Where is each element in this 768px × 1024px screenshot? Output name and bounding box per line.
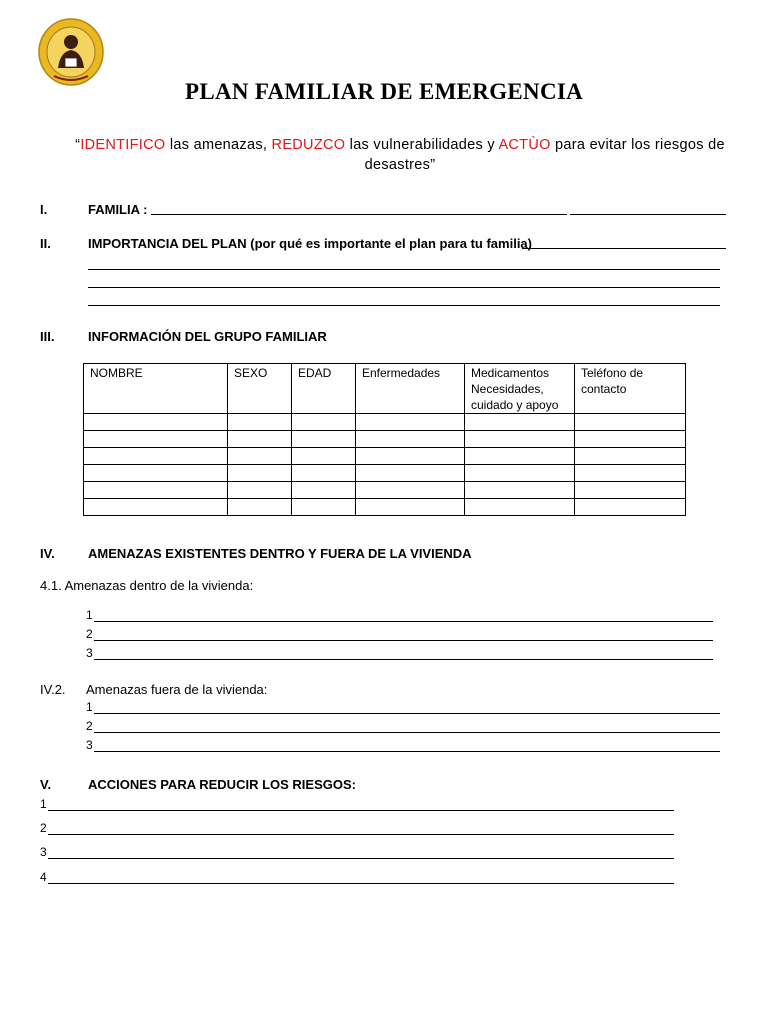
table-cell[interactable] <box>292 465 356 482</box>
slogan-word-reduzco: REDUZCO <box>271 137 346 153</box>
table-cell[interactable] <box>575 414 686 431</box>
slogan-text-1: las amenazas, <box>165 137 272 153</box>
open-quote: “ <box>75 137 81 153</box>
col-header-nombre: NOMBRE <box>84 364 228 414</box>
table-cell[interactable] <box>356 482 465 499</box>
outside-threat-line-2[interactable] <box>94 732 720 733</box>
school-seal-icon <box>38 18 104 86</box>
section-5-label: ACCIONES PARA REDUCIR LOS RIESGOS: <box>88 777 356 792</box>
col-header-sexo: SEXO <box>228 364 292 414</box>
table-cell[interactable] <box>228 465 292 482</box>
table-cell[interactable] <box>356 431 465 448</box>
action-line-2[interactable] <box>48 834 674 835</box>
table-cell[interactable] <box>84 482 228 499</box>
table-cell[interactable] <box>575 499 686 516</box>
action-line-3[interactable] <box>48 858 674 859</box>
table-cell[interactable] <box>292 431 356 448</box>
table-row[interactable] <box>84 431 686 448</box>
table-cell[interactable] <box>84 414 228 431</box>
section-1-label: FAMILIA : <box>88 202 148 217</box>
action-line-1[interactable] <box>48 810 674 811</box>
outside-threat-line-1[interactable] <box>94 713 720 714</box>
section-4-2-label: Amenazas fuera de la vivienda: <box>86 682 268 697</box>
table-row[interactable] <box>84 448 686 465</box>
section-5-number: V. <box>40 777 52 792</box>
table-row[interactable] <box>84 499 686 516</box>
outside-threat-number-2: 2 <box>86 719 93 733</box>
col-header-edad: EDAD <box>292 364 356 414</box>
table-cell[interactable] <box>84 465 228 482</box>
section-3-number: III. <box>40 329 55 344</box>
table-cell[interactable] <box>228 414 292 431</box>
table-cell[interactable] <box>84 499 228 516</box>
table-cell[interactable] <box>356 448 465 465</box>
section-4-number: IV. <box>40 546 55 561</box>
outside-threat-line-3[interactable] <box>94 751 720 752</box>
family-extra-line[interactable] <box>570 214 726 215</box>
table-cell[interactable] <box>356 499 465 516</box>
importance-line-2[interactable] <box>88 287 720 288</box>
section-4-2-number: IV.2. <box>40 682 66 697</box>
family-group-table <box>83 363 686 516</box>
inside-threat-line-1[interactable] <box>94 621 713 622</box>
importance-line-3[interactable] <box>88 305 720 306</box>
action-line-4[interactable] <box>48 883 674 884</box>
table-cell[interactable] <box>292 448 356 465</box>
table-cell[interactable] <box>292 414 356 431</box>
page-title: PLAN FAMILIAR DE EMERGENCIA <box>184 79 584 104</box>
table-cell[interactable] <box>575 431 686 448</box>
table-cell[interactable] <box>84 448 228 465</box>
importance-line-1[interactable] <box>88 269 720 270</box>
inside-threat-number-1: 1 <box>86 608 93 622</box>
table-cell[interactable] <box>228 482 292 499</box>
slogan-text-3: para evitar los riesgos de desastres <box>364 137 725 173</box>
table-cell[interactable] <box>356 414 465 431</box>
section-2-number: II. <box>40 236 51 251</box>
action-number-1: 1 <box>40 797 47 811</box>
table-cell[interactable] <box>292 499 356 516</box>
table-cell[interactable] <box>292 482 356 499</box>
col-header-medicamentos: Medicamentos Necesidades, cuidado y apoyo <box>465 364 575 414</box>
table-cell[interactable] <box>465 414 575 431</box>
table-cell[interactable] <box>465 448 575 465</box>
table-cell[interactable] <box>228 431 292 448</box>
slogan <box>60 135 740 175</box>
col-header-enfermedades: Enfermedades <box>356 364 465 414</box>
section-4-1-label: 4.1. Amenazas dentro de la vivienda: <box>40 578 254 593</box>
action-number-3: 3 <box>40 845 47 859</box>
section-2-label: IMPORTANCIA DEL PLAN <box>88 236 247 251</box>
section-2-hint: (por qué es importante el plan para tu familia) <box>246 236 532 251</box>
table-cell[interactable] <box>575 482 686 499</box>
action-number-2: 2 <box>40 821 47 835</box>
col-header-telefono: Teléfono de contacto <box>575 364 686 414</box>
section-3-label: INFORMACIÓN DEL GRUPO FAMILIAR <box>88 329 327 344</box>
table-cell[interactable] <box>228 448 292 465</box>
outside-threat-number-1: 1 <box>86 700 93 714</box>
slogan-word-identifico: IDENTIFICO <box>80 137 166 153</box>
section-4-label: AMENAZAS EXISTENTES DENTRO Y FUERA DE LA VIVIENDA <box>88 546 472 561</box>
inside-threat-line-3[interactable] <box>94 659 713 660</box>
table-row[interactable] <box>84 465 686 482</box>
importance-line-0[interactable] <box>522 248 726 249</box>
table-cell[interactable] <box>465 431 575 448</box>
table-cell[interactable] <box>356 465 465 482</box>
close-quote: ” <box>430 157 436 173</box>
action-number-4: 4 <box>40 870 47 884</box>
inside-threat-number-3: 3 <box>86 646 93 660</box>
inside-threat-number-2: 2 <box>86 627 93 641</box>
table-header-row <box>84 364 686 414</box>
table-cell[interactable] <box>465 499 575 516</box>
table-cell[interactable] <box>84 431 228 448</box>
table-cell[interactable] <box>228 499 292 516</box>
section-1-number: I. <box>40 202 48 217</box>
inside-threat-line-2[interactable] <box>94 640 713 641</box>
table-cell[interactable] <box>465 465 575 482</box>
table-row[interactable] <box>84 414 686 431</box>
section-2-heading <box>88 236 532 251</box>
table-row[interactable] <box>84 482 686 499</box>
slogan-text-2: las vulnerabilidades y <box>345 137 499 153</box>
table-cell[interactable] <box>465 482 575 499</box>
family-name-line[interactable] <box>151 214 567 215</box>
table-cell[interactable] <box>575 465 686 482</box>
slogan-word-actuo: ACTÙO <box>498 137 551 153</box>
table-cell[interactable] <box>575 448 686 465</box>
outside-threat-number-3: 3 <box>86 738 93 752</box>
